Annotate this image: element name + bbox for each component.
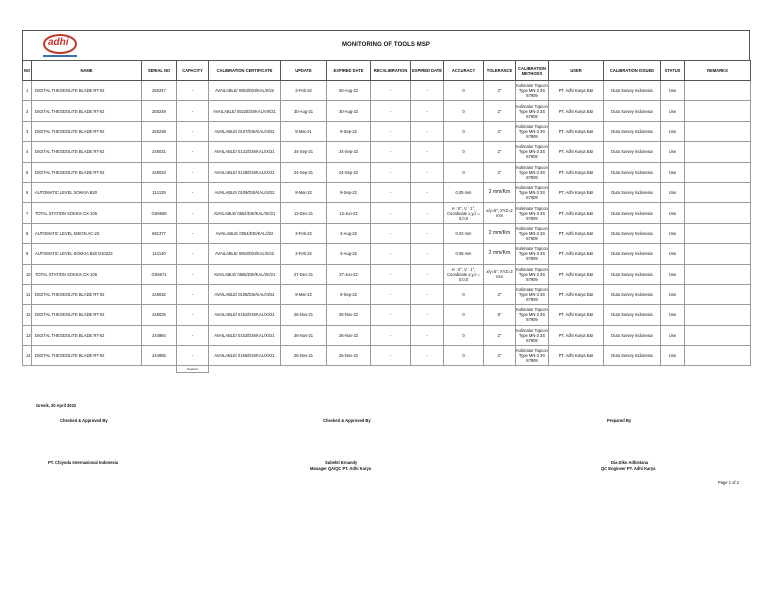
table-row xyxy=(23,142,751,162)
table-row xyxy=(23,325,751,345)
cell-tolerance: 2 mm/Km xyxy=(484,182,516,202)
cell-serial: 244984 xyxy=(142,325,177,345)
cell-expired: 27-Jun-22 xyxy=(327,264,371,284)
cell-serial: 114139 xyxy=(142,182,177,202)
cell-no: 10 xyxy=(23,264,32,284)
cell-user: PT. Adhi Karya E&I xyxy=(549,101,604,121)
cell-capacity: - xyxy=(177,223,209,243)
cell-capacity: - xyxy=(177,284,209,304)
cell-issued: Duta Survey Indonesia xyxy=(604,203,661,223)
cell-remarks xyxy=(685,346,751,366)
cell-capacity: - xyxy=(177,346,209,366)
cell-status: Use xyxy=(661,81,685,101)
cell-serial: 250238 xyxy=(142,121,177,141)
cell-no: 7 xyxy=(23,203,32,223)
cell-tolerance: 2" xyxy=(484,81,516,101)
signer-name-mid: Subekti Ernandy xyxy=(325,460,358,465)
cell-no: 12 xyxy=(23,305,32,325)
cell-issued: Duta Survey Indonesia xyxy=(604,346,661,366)
cell-accuracy: 0,05 mm xyxy=(444,182,484,202)
expired-legend: Expired xyxy=(177,366,209,373)
signer-role-mid: Manager QA/QC PT. Adhi Karya xyxy=(310,466,372,471)
org-left: PT. Chiyoda Internasional Indonesia xyxy=(48,460,119,465)
cell-no: 2 xyxy=(23,101,32,121)
cell-remarks xyxy=(685,305,751,325)
column-header: NO xyxy=(23,61,32,81)
page-title: MONITORING OF TOOLS MSP xyxy=(341,42,431,48)
cell-method: Kolimator Topcon Type MN-3 3S 87909 xyxy=(516,203,549,223)
cell-status: Use xyxy=(661,305,685,325)
column-header: UPDATE xyxy=(281,61,327,81)
cell-user: PT. Adhi Karya E&I xyxy=(549,284,604,304)
cell-serial: 250249 xyxy=(142,101,177,121)
cell-issued: Duta Survey Indonesia xyxy=(604,162,661,182)
cell-update: 26-Nov-21 xyxy=(281,346,327,366)
cell-serial: 244955 xyxy=(142,346,177,366)
cell-no: 14 xyxy=(23,346,32,366)
cell-capacity: - xyxy=(177,142,209,162)
cell-recal: - xyxy=(371,81,411,101)
cell-accuracy: 0 xyxy=(444,305,484,325)
cell-status: Use xyxy=(661,182,685,202)
cell-exp2: - xyxy=(411,305,444,325)
page-number: Page 1 of 2 xyxy=(718,480,739,485)
cell-remarks xyxy=(685,203,751,223)
sheet-header xyxy=(22,30,750,60)
cell-user: PT. Adhi Karya E&I xyxy=(549,244,604,264)
cell-name: DIGITAL THEODOLITE BLADE RT-02 xyxy=(32,121,142,141)
cell-user: PT. Adhi Karya E&I xyxy=(549,346,604,366)
cell-remarks xyxy=(685,121,751,141)
cell-accuracy: 0 xyxy=(444,81,484,101)
cell-exp2: - xyxy=(411,81,444,101)
table-row xyxy=(23,244,751,264)
table-row xyxy=(23,203,751,223)
column-header: REMARKS xyxy=(685,61,751,81)
cell-method: Kolimator Topcon Type MN-3 3S 87909 xyxy=(516,121,549,141)
cell-tolerance: x/y=5", XYZ=2 mm xyxy=(484,264,516,284)
cell-cert: AVAILABLE/ 0156/DSI/KAL/XI/21 xyxy=(209,346,281,366)
cell-serial: GS6671 xyxy=(142,264,177,284)
cell-remarks xyxy=(685,162,751,182)
cell-cert: AVAILABLE/ 0562/DSI/KAL/XII/21 xyxy=(209,203,281,223)
cell-update: 3-Feb-22 xyxy=(281,223,327,243)
cell-method: Kolimator Topcon Type MN-3 3S 87909 xyxy=(516,182,549,202)
cell-name: DIGITAL THEODOLITE BLADE RT-02 xyxy=(32,346,142,366)
cell-capacity: - xyxy=(177,203,209,223)
cell-status: Use xyxy=(661,284,685,304)
cell-name: TOTAL STATION SOKKIA CX-105 xyxy=(32,203,142,223)
cell-update: 9-Mar-21 xyxy=(281,121,327,141)
cell-accuracy: 0 xyxy=(444,162,484,182)
cell-update: 3-Feb-22 xyxy=(281,244,327,264)
cell-no: 5 xyxy=(23,162,32,182)
cell-serial: 691377 xyxy=(142,223,177,243)
cell-update: 13-Dec-21 xyxy=(281,203,327,223)
cell-issued: Duta Survey Indonesia xyxy=(604,305,661,325)
cell-cert: AVAILABLE/ 0131/DSI/KAL/IX/21 xyxy=(209,142,281,162)
cell-expired: 3-Aug-22 xyxy=(327,244,371,264)
cell-user: PT. Adhi Karya E&I xyxy=(549,325,604,345)
cell-exp2: - xyxy=(411,325,444,345)
cell-status: Use xyxy=(661,121,685,141)
table-row xyxy=(23,162,751,182)
legend-row xyxy=(23,366,751,373)
cell-capacity: - xyxy=(177,81,209,101)
cell-name: DIGITAL THEODOLITE BLADE RT-02 xyxy=(32,284,142,304)
cell-method: Kolimator Topcon Type MN-3 3S 87909 xyxy=(516,142,549,162)
cell-expired: 26-Nov-22 xyxy=(327,305,371,325)
cell-cert: AVAILABLE/ 0565/DSI/KAL/XII/21 xyxy=(209,264,281,284)
cell-exp2: - xyxy=(411,162,444,182)
cell-name: DIGITAL THEODOLITE BLADE RT-02 xyxy=(32,305,142,325)
cell-status: Use xyxy=(661,162,685,182)
cell-accuracy: 0 xyxy=(444,142,484,162)
cell-cert: AVAILABLE/ 0054/DSI/KAL/I/22 xyxy=(209,223,281,243)
cell-serial: GS6659 xyxy=(142,203,177,223)
cell-accuracy: 0.05 mm xyxy=(444,244,484,264)
cell-tolerance: 9" xyxy=(484,305,516,325)
cell-no: 3 xyxy=(23,121,32,141)
column-header: CAPACITY xyxy=(177,61,209,81)
cell-capacity: - xyxy=(177,121,209,141)
cell-method: Kolimator Topcon Type MN-3 3S 87909 xyxy=(516,101,549,121)
cell-cert: AVAILABLE/ 0054/DSI/KAL/II/22 xyxy=(209,81,281,101)
cell-method: Kolimator Topcon Type MN-3 3S 87909 xyxy=(516,162,549,182)
cell-expired: 24-Sep-22 xyxy=(327,142,371,162)
cell-method: Kolimator Topcon Type MN-3 3S 87909 xyxy=(516,325,549,345)
cell-exp2: - xyxy=(411,121,444,141)
cell-update: 24-Sep-21 xyxy=(281,162,327,182)
cell-capacity: - xyxy=(177,325,209,345)
cell-exp2: - xyxy=(411,101,444,121)
table-row xyxy=(23,284,751,304)
cell-issued: Duta Survey Indonesia xyxy=(604,223,661,243)
cell-issued: Duta Survey Indonesia xyxy=(604,264,661,284)
cell-tolerance: 2" xyxy=(484,121,516,141)
cell-accuracy: H : 0°, V : 1°, Coordinate x,y,z = 0,0,0 xyxy=(444,203,484,223)
cell-update: 26-Nov-21 xyxy=(281,325,327,345)
cell-recal: - xyxy=(371,142,411,162)
cell-recal: - xyxy=(371,284,411,304)
cell-status: Use xyxy=(661,325,685,345)
column-header: CALIBRATION METHODS xyxy=(516,61,549,81)
cell-cert: AVAILABLE/ 0128/DSI/KAL/IX/21 xyxy=(209,162,281,182)
cell-cert: AVAILABLE/ 0107/DSI/KAL/III/22 xyxy=(209,121,281,141)
cell-user: PT. Adhi Karya E&I xyxy=(549,142,604,162)
cell-capacity: - xyxy=(177,305,209,325)
cell-name: DIGITAL THEODOLITE BLADE RT-02 xyxy=(32,162,142,182)
cell-issued: Duta Survey Indonesia xyxy=(604,284,661,304)
cell-user: PT. Adhi Karya E&I xyxy=(549,182,604,202)
cell-tolerance: 2" xyxy=(484,284,516,304)
cell-issued: Duta Survey Indonesia xyxy=(604,244,661,264)
table-row xyxy=(23,101,751,121)
cell-cert: AVAILABLE/ 0053/DSI/KAL/II/22 xyxy=(209,244,281,264)
table-row xyxy=(23,264,751,284)
cell-remarks xyxy=(685,182,751,202)
cell-accuracy: 0.02 mm xyxy=(444,223,484,243)
cell-remarks xyxy=(685,325,751,345)
cell-issued: Duta Survey Indonesia xyxy=(604,101,661,121)
column-header: ACCURACY xyxy=(444,61,484,81)
cell-exp2: - xyxy=(411,203,444,223)
cell-expired: 3-Aug-22 xyxy=(327,223,371,243)
cell-exp2: - xyxy=(411,264,444,284)
column-header: STATUS xyxy=(661,61,685,81)
cell-recal: - xyxy=(371,203,411,223)
cell-name: AUTOMATIC LEVEL NIKON AC-2S xyxy=(32,223,142,243)
cell-accuracy: 0 xyxy=(444,325,484,345)
cell-no: 1 xyxy=(23,81,32,101)
cell-serial: 245031 xyxy=(142,142,177,162)
cell-user: PT. Adhi Karya E&I xyxy=(549,81,604,101)
cell-user: PT. Adhi Karya E&I xyxy=(549,223,604,243)
table-row xyxy=(23,182,751,202)
cell-tolerance: 2" xyxy=(484,325,516,345)
cell-update: 27-Dec-21 xyxy=(281,264,327,284)
cell-remarks xyxy=(685,244,751,264)
cell-recal: - xyxy=(371,264,411,284)
column-header: CALIBRATION ISSUED xyxy=(604,61,661,81)
cell-serial: 114140 xyxy=(142,244,177,264)
cell-user: PT. Adhi Karya E&I xyxy=(549,203,604,223)
cell-issued: Duta Survey Indonesia xyxy=(604,81,661,101)
cell-tolerance: 2" xyxy=(484,162,516,182)
cell-cert: AVAILABLE/ 0151/DSI/KAL/XI/21 xyxy=(209,305,281,325)
cell-update: 24-Sep-21 xyxy=(281,142,327,162)
cell-tolerance: 2" xyxy=(484,142,516,162)
cell-status: Use xyxy=(661,142,685,162)
cell-remarks xyxy=(685,101,751,121)
prepared-by: Prepared By xyxy=(607,418,632,423)
cell-status: Use xyxy=(661,264,685,284)
cell-method: Kolimator Topcon Type MN-3 3S 87909 xyxy=(516,244,549,264)
cell-capacity: - xyxy=(177,162,209,182)
cell-update: 9-Mar-22 xyxy=(281,284,327,304)
table-row xyxy=(23,346,751,366)
cell-recal: - xyxy=(371,121,411,141)
cell-update: 30-Aug-21 xyxy=(281,101,327,121)
cell-expired: 26-Nov-22 xyxy=(327,325,371,345)
cell-accuracy: 0 xyxy=(444,284,484,304)
column-header: TOLERANCE xyxy=(484,61,516,81)
cell-capacity: - xyxy=(177,101,209,121)
cell-expired: 30-Aug-22 xyxy=(327,101,371,121)
cell-method: Kolimator Topcon Type MN-3 3S 87909 xyxy=(516,305,549,325)
cell-no: 9 xyxy=(23,244,32,264)
tools-table xyxy=(22,60,751,373)
cell-tolerance: 2" xyxy=(484,101,516,121)
cell-method: Kolimator Topcon Type MN-3 3S 87909 xyxy=(516,346,549,366)
cell-expired: 30-Aug-22 xyxy=(327,81,371,101)
cell-user: PT. Adhi Karya E&I xyxy=(549,305,604,325)
cell-update: 3-Feb-22 xyxy=(281,81,327,101)
cell-capacity: - xyxy=(177,182,209,202)
cell-issued: Duta Survey Indonesia xyxy=(604,325,661,345)
cell-name: AUTOMATIC LEVEL SOKKIA B20 xyxy=(32,182,142,202)
cell-user: PT. Adhi Karya E&I xyxy=(549,121,604,141)
cell-name: AUTOMATIC LEVEL SOKKIA B20 D10323 xyxy=(32,244,142,264)
cell-remarks xyxy=(685,142,751,162)
cell-remarks xyxy=(685,223,751,243)
table-row xyxy=(23,305,751,325)
cell-recal: - xyxy=(371,325,411,345)
column-header: USER xyxy=(549,61,604,81)
cell-exp2: - xyxy=(411,244,444,264)
cell-method: Kolimator Topcon Type MN-3 3S 87909 xyxy=(516,284,549,304)
checked-approved-mid: Checked & Approved By xyxy=(323,418,371,423)
cell-no: 4 xyxy=(23,142,32,162)
cell-exp2: - xyxy=(411,182,444,202)
cell-recal: - xyxy=(371,182,411,202)
cell-recal: - xyxy=(371,162,411,182)
cell-recal: - xyxy=(371,244,411,264)
cell-cert: AVAILABLE/ 0153/DSI/KAL/XI/21 xyxy=(209,325,281,345)
cell-method: Kolimator Topcon Type MN-3 3S 87909 xyxy=(516,223,549,243)
company-logo: adhi xyxy=(41,34,79,60)
column-header: CALIBRATION CERTIFICATE xyxy=(209,61,281,81)
cell-cert: AVAILABLE/ 0109/DSI/KAL/III/22 xyxy=(209,182,281,202)
cell-status: Use xyxy=(661,223,685,243)
cell-issued: Duta Survey Indonesia xyxy=(604,121,661,141)
cell-expired: 24-Sep-22 xyxy=(327,162,371,182)
column-header: EXPIRED DATE xyxy=(411,61,444,81)
cell-tolerance: 2" xyxy=(484,346,516,366)
cell-user: PT. Adhi Karya E&I xyxy=(549,162,604,182)
cell-exp2: - xyxy=(411,142,444,162)
document-sheet xyxy=(22,30,750,373)
cell-expired: 9-Sep-22 xyxy=(327,182,371,202)
cell-name: DIGITAL THEODOLITE BLADE RT-02 xyxy=(32,325,142,345)
cell-recal: - xyxy=(371,101,411,121)
cell-remarks xyxy=(685,284,751,304)
cell-capacity: - xyxy=(177,264,209,284)
cell-exp2: - xyxy=(411,284,444,304)
cell-tolerance: 2 mm/Km xyxy=(484,244,516,264)
cell-accuracy: 0 xyxy=(444,121,484,141)
cell-user: PT. Adhi Karya E&I xyxy=(549,264,604,284)
cell-cert: AVAILABLE/ 0522/DSI/KAL/VIII/21 xyxy=(209,101,281,121)
signer-role-right: QC Engineer PT. Adhi Karya xyxy=(601,466,656,471)
cell-serial: 245032 xyxy=(142,284,177,304)
cell-issued: Duta Survey Indonesia xyxy=(604,142,661,162)
cell-tolerance: 2 mm/Km xyxy=(484,223,516,243)
cell-cert: AVAILABLE/ 0108/DSI/KAL/III/22 xyxy=(209,284,281,304)
cell-method: Kolimator Topcon Type MN-3 3S 87909 xyxy=(516,264,549,284)
table-header-row xyxy=(23,61,751,81)
cell-name: DIGITAL THEODOLITE BLADE RT-02 xyxy=(32,81,142,101)
cell-no: 8 xyxy=(23,223,32,243)
cell-serial: 245033 xyxy=(142,162,177,182)
cell-update: 9-Mar-22 xyxy=(281,182,327,202)
cell-update: 26-Nov-21 xyxy=(281,305,327,325)
cell-capacity: - xyxy=(177,244,209,264)
table-row xyxy=(23,121,751,141)
cell-exp2: - xyxy=(411,346,444,366)
cell-serial: 245025 xyxy=(142,305,177,325)
table-row xyxy=(23,81,751,101)
cell-no: 13 xyxy=(23,325,32,345)
cell-recal: - xyxy=(371,346,411,366)
cell-status: Use xyxy=(661,346,685,366)
cell-recal: - xyxy=(371,223,411,243)
cell-status: Use xyxy=(661,203,685,223)
cell-name: TOTAL STATION SOKKIA CX-105 xyxy=(32,264,142,284)
cell-no: 11 xyxy=(23,284,32,304)
cell-exp2: - xyxy=(411,223,444,243)
cell-status: Use xyxy=(661,244,685,264)
cell-method: Kolimator Topcon Type MN-3 3S 87909 xyxy=(516,81,549,101)
cell-remarks xyxy=(685,81,751,101)
cell-tolerance: x/y=5", XYZ=2 mm xyxy=(484,203,516,223)
cell-issued: Duta Survey Indonesia xyxy=(604,182,661,202)
cell-accuracy: 0 xyxy=(444,346,484,366)
place-date: Gresik, 20 April 2022 xyxy=(36,403,77,408)
cell-recal: - xyxy=(371,305,411,325)
cell-accuracy: 0 xyxy=(444,101,484,121)
cell-no: 6 xyxy=(23,182,32,202)
column-header: SERIAL NO xyxy=(142,61,177,81)
cell-accuracy: H : 0°, V : 1°, Coordinate x,y,z = 0,0,0 xyxy=(444,264,484,284)
cell-remarks xyxy=(685,264,751,284)
checked-approved-left: Checked & Approved By xyxy=(60,418,108,423)
column-header: NAME xyxy=(32,61,142,81)
signer-name-right: Dia Diko Adhistana xyxy=(611,460,649,465)
cell-expired: 9-Sep-22 xyxy=(327,121,371,141)
cell-expired: 9-Sep-22 xyxy=(327,284,371,304)
cell-serial: 250247 xyxy=(142,81,177,101)
cell-name: DIGITAL THEODOLITE BLADE RT-02 xyxy=(32,142,142,162)
column-header: RECALIBRATION xyxy=(371,61,411,81)
cell-name: DIGITAL THEODOLITE BLADE RT-02 xyxy=(32,101,142,121)
cell-expired: 26-Nov-22 xyxy=(327,346,371,366)
cell-status: Use xyxy=(661,101,685,121)
column-header: EXPIRED DATE xyxy=(327,61,371,81)
table-row xyxy=(23,223,751,243)
cell-expired: 13-Jun-22 xyxy=(327,203,371,223)
